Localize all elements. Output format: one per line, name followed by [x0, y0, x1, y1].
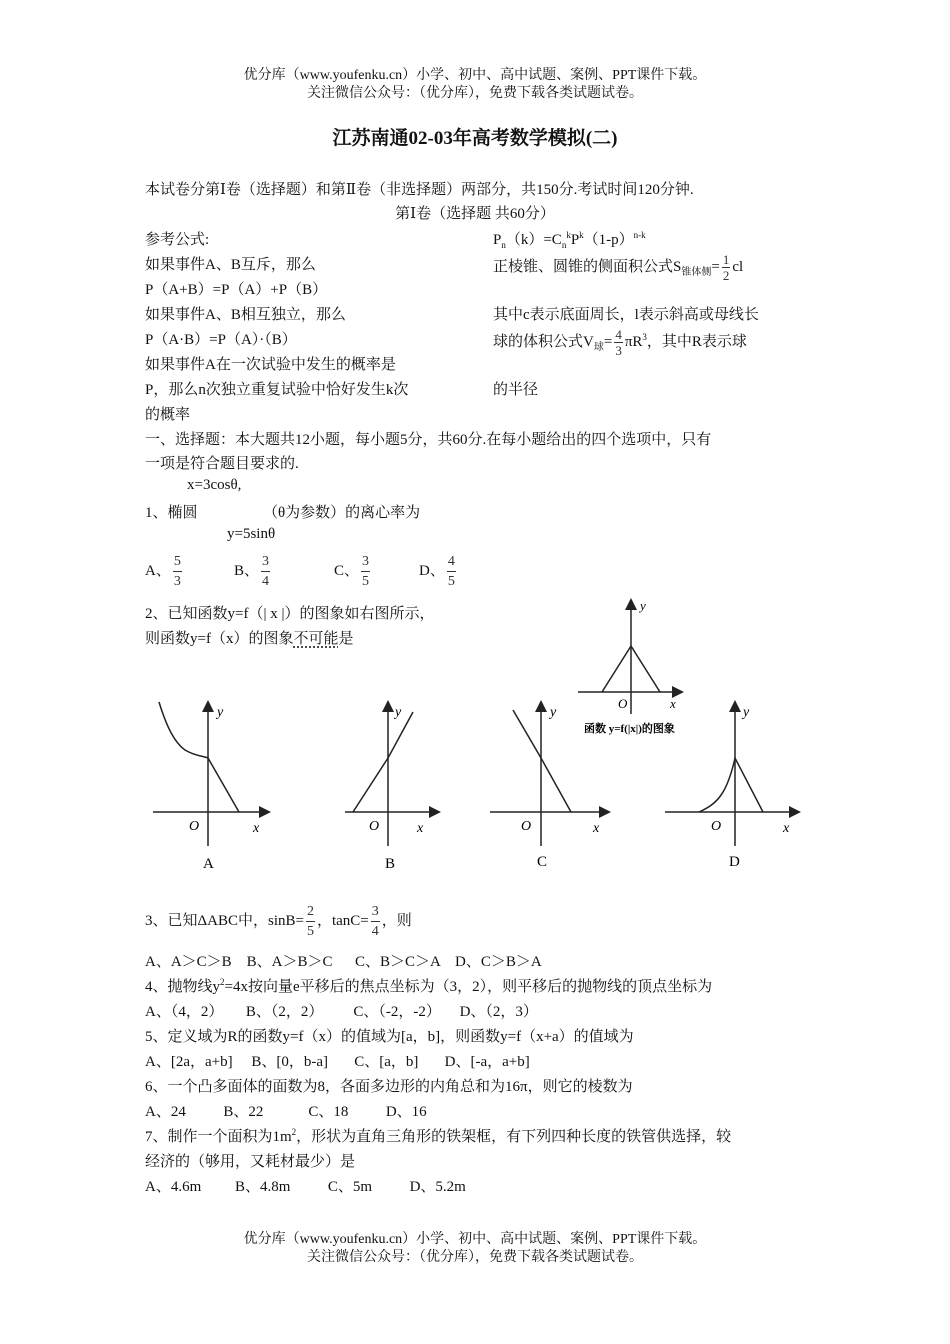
graph-b — [345, 705, 435, 872]
binomial-formula: $P_n(k)=C_n^kP^k(1-p)^{n-k}$ — [493, 230, 646, 250]
origin-label: O — [618, 696, 628, 711]
footer-line-2: 关注微信公众号：（优分库），免费下载各类试题试卷。 — [307, 1250, 643, 1265]
graph-label-b: B — [385, 856, 396, 872]
graph-a — [153, 702, 265, 872]
q2-line2: 则函数y=f（x）的图象不可能是 — [145, 631, 354, 647]
graph-label-d: D — [729, 854, 740, 870]
svg-text:x: x — [253, 821, 260, 836]
svg-text:y: y — [743, 705, 750, 720]
svg-text:O: O — [189, 819, 200, 834]
footer-line-1: 优分库（www.youfenku.cn）小学、初中、高中试题、案例、PPT课件下载。 — [243, 1232, 707, 1247]
q4-stem: 4、抛物线$y^2=4x$按向量e平移后的焦点坐标为（3，2），则平移后的抛物线的顶点坐标为 — [145, 977, 713, 995]
q1-option-b: B、 $\frac{3}{4}$ — [234, 554, 270, 589]
q3-options: A、A＞C＞B B、A＞B＞C C、B＞C＞A D、C＞B＞A — [145, 954, 542, 970]
svg-text:O: O — [711, 819, 722, 834]
formula-line: 参考公式: — [145, 232, 210, 248]
svg-text:x: x — [593, 821, 600, 836]
q6-stem: 6、一个凸多面体的面数为8，各面多边形的内角总和为16π，则它的棱数为 — [145, 1079, 633, 1095]
q1-y-eq: y=5sinθ — [227, 526, 276, 542]
q7-stem: 7、制作一个面积为$1m^2$，形状为直角三角形的铁架框，有下列四种长度的铁管供选择，较 — [145, 1127, 732, 1145]
part1-heading: 第Ⅰ卷（选择题 共60分） — [395, 206, 555, 222]
q1-option-c: C、 $\frac{3}{5}$ — [334, 554, 370, 589]
page-title: 江苏南通02-03年高考数学模拟(二) — [332, 128, 618, 149]
formula-line: P（A+B）=P（A）+P（B） — [145, 282, 328, 298]
formula-line: 如果事件A在一次试验中发生的概率是 — [145, 357, 396, 373]
svg-text:O: O — [369, 819, 380, 834]
graph-d — [665, 705, 795, 870]
y-label: y — [640, 598, 646, 613]
section1-line1: 一、选择题：本大题共12小题，每小题5分，共60分.在每小题给出的四个选项中，只有 — [145, 432, 712, 448]
svg-text:y: y — [395, 705, 402, 720]
svg-text:x: x — [783, 821, 790, 836]
q7-options: A、4.6m B、4.8m C、5m D、5.2m — [145, 1179, 466, 1195]
sphere-formula: 球的体积公式$V_球=$ $\frac{4}{3}$ $\pi R^3$，其中R表示球 — [493, 327, 747, 358]
graph-caption: 函数 y=f(|x|)的图象 — [584, 723, 675, 735]
graph-label-a: A — [203, 856, 214, 872]
cone-note: 其中c表示底面周长，l表示斜高或母线长 — [493, 307, 759, 323]
formula-line: P（A·B）=P（A）·（B） — [145, 332, 297, 348]
svg-text:y: y — [217, 705, 224, 720]
graph-c — [490, 705, 605, 870]
svg-text:y: y — [550, 705, 557, 720]
intro-text: 本试卷分第Ⅰ卷（选择题）和第Ⅱ卷（非选择题）两部分，共150分.考试时间120分钟. — [145, 182, 694, 198]
q6-options: A、24 B、22 C、18 D、16 — [145, 1104, 427, 1120]
header-line-2: 关注微信公众号：（优分库），免费下载各类试题试卷。 — [307, 86, 643, 101]
formula-line: 如果事件A、B相互独立，那么 — [145, 307, 346, 323]
q1-option-a: A、 $\frac{5}{3}$ — [145, 554, 181, 589]
q7-stem-line2: 经济的（够用，又耗材最少）是 — [145, 1154, 356, 1170]
formula-line: 如果事件A、B互斥，那么 — [145, 257, 316, 273]
q2-option-graphs — [145, 698, 815, 878]
q1-param: （θ为参数）的离心率为 — [263, 505, 421, 521]
cone-formula: 正棱锥、圆锥的侧面积公式$S_{锥体侧}=$ $\frac{1}{2}$ cl — [493, 252, 744, 283]
q3-stem: 3、已知ΔABC中，sinB= $\frac{2}{5}$ ，tanC= $\frac{3}{4}$ ，则 — [145, 904, 412, 939]
svg-text:O: O — [521, 819, 532, 834]
q1-x-eq: x=3cosθ, — [187, 477, 242, 493]
q5-stem: 5、定义域为R的函数y=f（x）的值域为[a，b]，则函数y=f（x+a）的值域为 — [145, 1029, 634, 1045]
q5-options: A、[2a，a+b] B、[0，b-a] C、[a，b] D、[-a，a+b] — [145, 1054, 530, 1070]
sphere-note: 的半径 — [493, 382, 539, 398]
q1-option-d: D、 $\frac{4}{5}$ — [419, 554, 455, 589]
section1-line2: 一项是符合题目要求的. — [145, 456, 299, 472]
graph-label-c: C — [537, 854, 548, 870]
formula-line: P，那么n次独立重复试验中恰好发生k次 — [145, 382, 409, 398]
x-label: x — [670, 696, 676, 711]
q1-stem: 1、椭圆 — [145, 505, 198, 521]
q4-options: A、（4，2） B、（2，2） C、（-2，-2） D、（2，3） — [145, 1004, 538, 1020]
svg-text:x: x — [417, 821, 424, 836]
formula-line: 的概率 — [145, 407, 191, 423]
q2-line1: 2、已知函数y=f（| x |）的图象如右图所示， — [145, 606, 435, 622]
header-line-1: 优分库（www.youfenku.cn）小学、初中、高中试题、案例、PPT课件下载。 — [243, 68, 707, 83]
